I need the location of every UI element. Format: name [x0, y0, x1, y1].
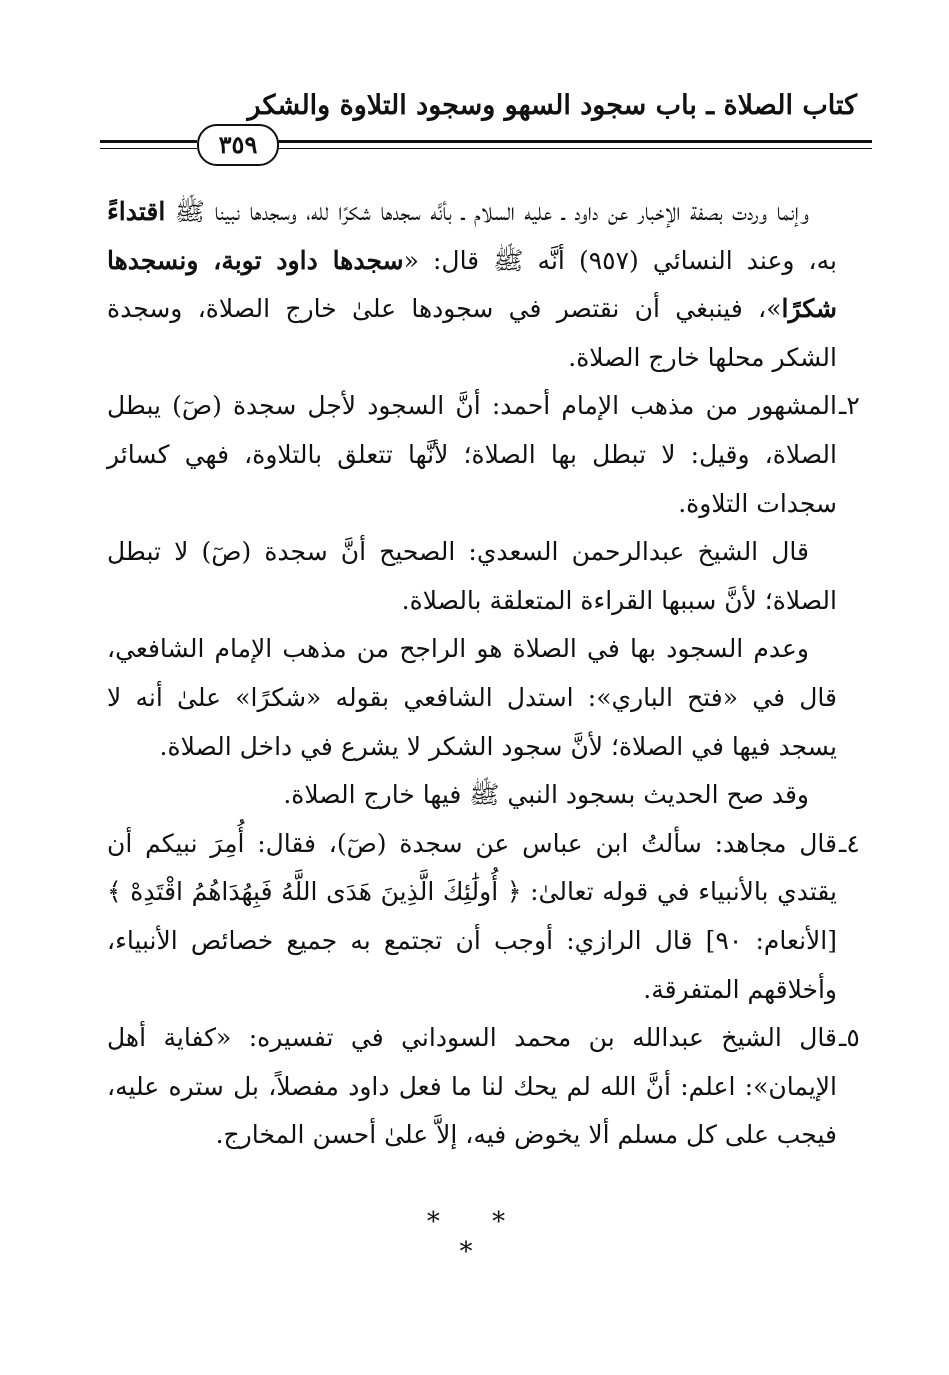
item-number-4: ٤ـ — [839, 828, 860, 858]
item-4-text: قال مجاهد: سألتُ ابن عباس عن سجدة (صٓ)، فقال: أُمِرَ نبيكم أن يقتدي بالأنبياء في قوله تعالىٰ: ﴿ أُولَٰئِكَ الَّذِينَ هَدَى اللَّهُ فَبِهُدَاهُمُ اقْتَدِهْ ﴾ [الأنعام: ٩٠] قال الرازي: أوجب أن تجتمع به جميع خصائص الأنبياء، وأخلاقهم المتفرقة. — [107, 828, 837, 1004]
paragraph-saadi — [107, 528, 837, 625]
running-header-title: كتاب الصلاة ـ باب سجود السهو وسجود التلاوة والشكر — [247, 90, 857, 121]
item-5-text: قال الشيخ عبدالله بن محمد السوداني في تفسيره: «كفاية أهل الإيمان»: اعلم: أنَّ الله لم يحك لنا ما فعل داود مفصلاً، بل ستره عليه، فيجب على كل مسلم ألا يخوض فيه، إلاَّ علىٰ أحسن المخارج. — [107, 1023, 837, 1150]
paragraph-hadith-text: وقد صح الحديث بسجود النبي ﷺ فيها خارج الصلاة. — [283, 780, 809, 810]
paragraph-shafii — [107, 625, 837, 771]
item-2-text: المشهور من مذهب الإمام أحمد: أنَّ السجود لأجل سجدة (صٓ) يبطل الصلاة، وقيل: لا تبطل بها الصلاة؛ لأنَّها تتعلق بالتلاوة، فهي كسائر سجدات التلاوة. — [107, 391, 837, 518]
header-rule-right-thin — [275, 148, 872, 149]
paragraph-1-part-e: »، فينبغي أن نقتصر في سجودها علىٰ خارج الصلاة، وسجدة الشكر محلها خارج الصلاة. — [107, 294, 837, 372]
main-text — [107, 188, 860, 1160]
header-rule-left-thin — [100, 148, 197, 149]
paragraph-1-bold-a: اقتداءً — [107, 197, 166, 226]
paragraph-1-part-c: به، وعند النسائي (٩٥٧) أنَّه ﷺ قال: « — [403, 245, 837, 275]
header-rule-right — [275, 140, 872, 143]
numbered-item-2 — [107, 382, 860, 528]
section-end-ornament: * * * — [426, 1207, 528, 1267]
item-number-5: ٥ـ — [839, 1023, 860, 1053]
item-number-2: ٢ـ — [839, 391, 860, 421]
numbered-item-4 — [107, 820, 860, 1014]
paragraph-1-hadith-quote: سجدها داود توبة، ونسجدها شكرًا — [107, 245, 837, 324]
paragraph-1 — [107, 188, 837, 382]
paragraph-saadi-text: قال الشيخ عبدالرحمن السعدي: الصحيح أنَّ سجدة (صٓ) لا تبطل الصلاة؛ لأنَّ سببها القراءة المتعلقة بالصلاة. — [107, 537, 837, 615]
paragraph-hadith — [107, 771, 837, 820]
page-number: ٣٥٩ — [197, 124, 279, 166]
paragraph-1-part-a: وإنما وردت بصفة الإخبار عن داود ـ عليه السلام ـ بأنَّه سجدها شكرًا لله، وسجدها نبينا ﷺ — [165, 197, 809, 226]
paragraph-shafii-text: وعدم السجود بها في الصلاة هو الراجح من مذهب الإمام الشافعي، قال في «فتح الباري»: استدل الشافعي بقوله «شكرًا» علىٰ أنه لا يسجد فيها في الصلاة؛ لأنَّ سجود الشكر لا يشرع في داخل الصلاة. — [107, 634, 837, 761]
numbered-item-5 — [107, 1014, 860, 1160]
header-rule-left — [100, 140, 197, 143]
